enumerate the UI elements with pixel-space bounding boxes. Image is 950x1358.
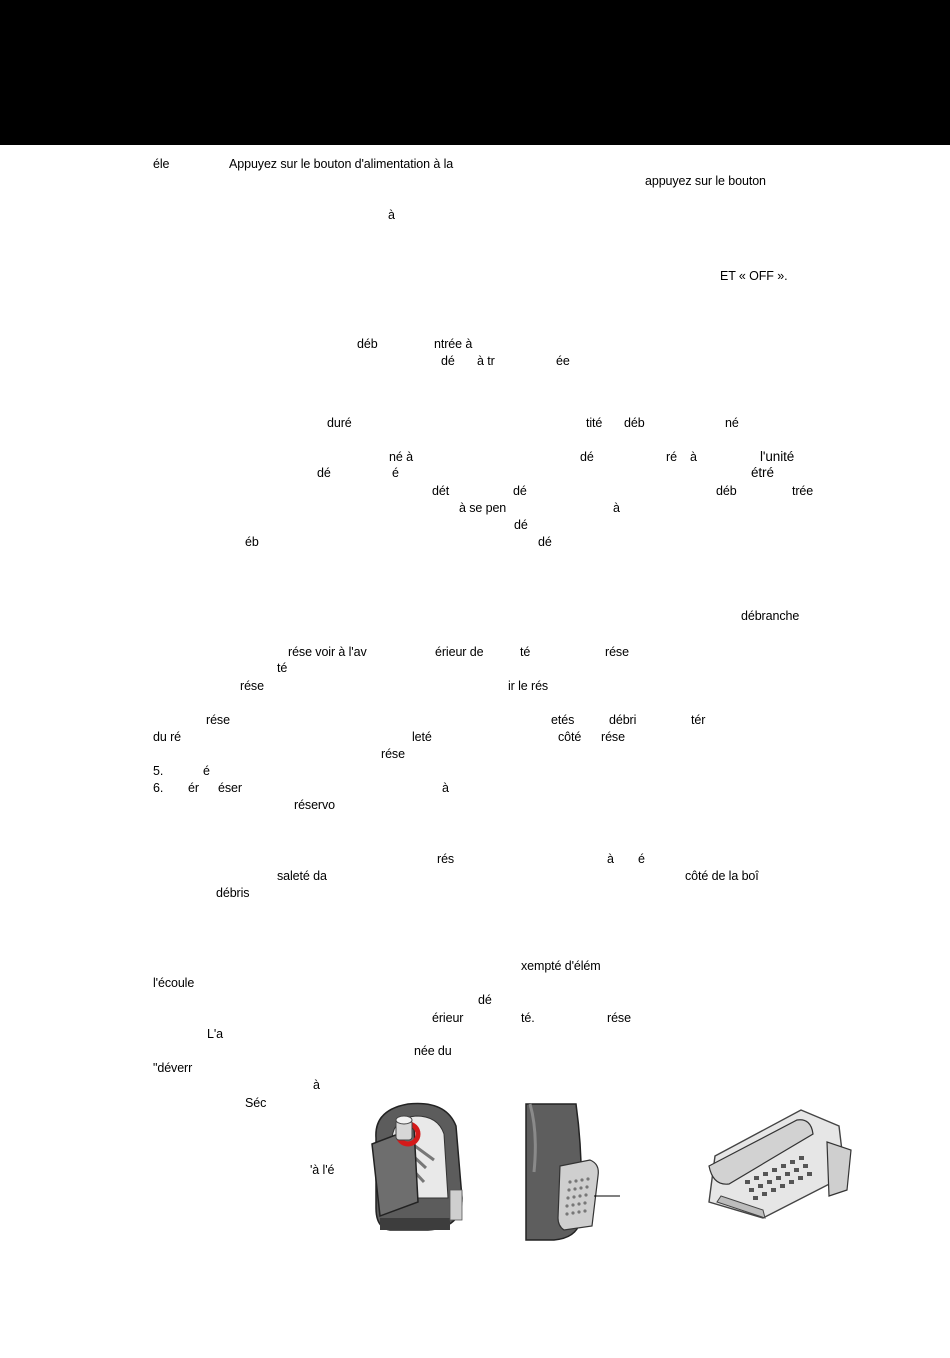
text-fragment: dé xyxy=(538,535,552,549)
text-fragment: à xyxy=(613,501,620,515)
text-fragment: érieur xyxy=(432,1011,464,1025)
text-fragment: rése xyxy=(607,1011,631,1025)
text-fragment: é xyxy=(203,764,210,778)
text-fragment: Appuyez sur le bouton d'alimentation à la xyxy=(229,157,454,171)
text-fragment: à tr xyxy=(477,354,495,368)
text-fragment: 5. xyxy=(153,764,164,778)
text-fragment: leté xyxy=(412,730,432,744)
text-fragment: rése xyxy=(605,645,629,659)
text-fragment: née du xyxy=(414,1044,452,1058)
text-fragment: 'à l'é xyxy=(310,1163,335,1177)
text-fragment: rés xyxy=(437,852,455,866)
text-fragment: "déverr xyxy=(153,1061,193,1075)
text-fragment: ir le rés xyxy=(508,679,549,693)
text-fragment: né xyxy=(725,416,739,430)
text-fragment: débris xyxy=(216,886,250,900)
reservoir-illustration xyxy=(524,1102,624,1242)
text-fragment: éb xyxy=(245,535,259,549)
text-fragment: dé xyxy=(580,450,594,464)
text-fragment: dé xyxy=(317,466,331,480)
text-fragment: l'unité xyxy=(760,449,795,464)
header-band xyxy=(0,0,950,145)
text-fragment: Séc xyxy=(245,1096,267,1110)
text-fragment: ér xyxy=(188,781,199,795)
humidifier-illustration xyxy=(368,1098,468,1243)
text-fragment: té xyxy=(520,645,531,659)
text-fragment: é xyxy=(638,852,645,866)
text-fragment: tér xyxy=(691,713,706,727)
text-fragment: éser xyxy=(218,781,242,795)
text-fragment: débri xyxy=(609,713,637,727)
text-fragment: té xyxy=(277,661,288,675)
text-fragment: dé xyxy=(441,354,455,368)
text-fragment: éle xyxy=(153,157,170,171)
text-fragment: déb xyxy=(624,416,645,430)
text-fragment: déb xyxy=(716,484,737,498)
text-fragment: etés xyxy=(551,713,575,727)
text-fragment: du ré xyxy=(153,730,181,744)
text-fragment: appuyez sur le bouton xyxy=(645,174,766,188)
text-fragment: saleté da xyxy=(277,869,327,883)
text-fragment: rése xyxy=(381,747,405,761)
text-fragment: rése xyxy=(601,730,625,744)
text-fragment: à xyxy=(313,1078,320,1092)
text-fragment: dé xyxy=(514,518,528,532)
text-fragment: à xyxy=(388,208,395,222)
text-fragment: dé xyxy=(478,993,492,1007)
text-fragment: érieur de xyxy=(435,645,484,659)
text-fragment: é xyxy=(392,466,399,480)
text-fragment: né à xyxy=(389,450,413,464)
text-fragment: étré xyxy=(751,465,774,480)
text-fragment: déb xyxy=(357,337,378,351)
text-fragment: rése xyxy=(240,679,264,693)
text-fragment: tité xyxy=(586,416,603,430)
text-fragment: 6. xyxy=(153,781,164,795)
text-fragment: rése xyxy=(206,713,230,727)
text-fragment: xempté d'élém xyxy=(521,959,601,973)
text-fragment: ntrée à xyxy=(434,337,473,351)
text-fragment: ET « OFF ». xyxy=(720,269,788,283)
text-fragment: à xyxy=(690,450,697,464)
text-fragment: à se pen xyxy=(459,501,507,515)
text-fragment: dé xyxy=(513,484,527,498)
text-fragment: réservo xyxy=(294,798,335,812)
text-fragment: débranche xyxy=(741,609,800,623)
filter-cover-illustration xyxy=(705,1106,853,1221)
text-fragment: ée xyxy=(556,354,570,368)
text-fragment: à xyxy=(442,781,449,795)
text-fragment: L'a xyxy=(207,1027,223,1041)
text-fragment: l'écoule xyxy=(153,976,195,990)
text-fragment: trée xyxy=(792,484,814,498)
text-fragment: rése voir à l'av xyxy=(288,645,367,659)
text-fragment: côté xyxy=(558,730,582,744)
text-fragment: té. xyxy=(521,1011,535,1025)
text-fragment: duré xyxy=(327,416,352,430)
text-fragment: ré xyxy=(666,450,677,464)
text-fragment: à xyxy=(607,852,614,866)
text-fragment: côté de la boî xyxy=(685,869,759,883)
text-fragment: dét xyxy=(432,484,450,498)
